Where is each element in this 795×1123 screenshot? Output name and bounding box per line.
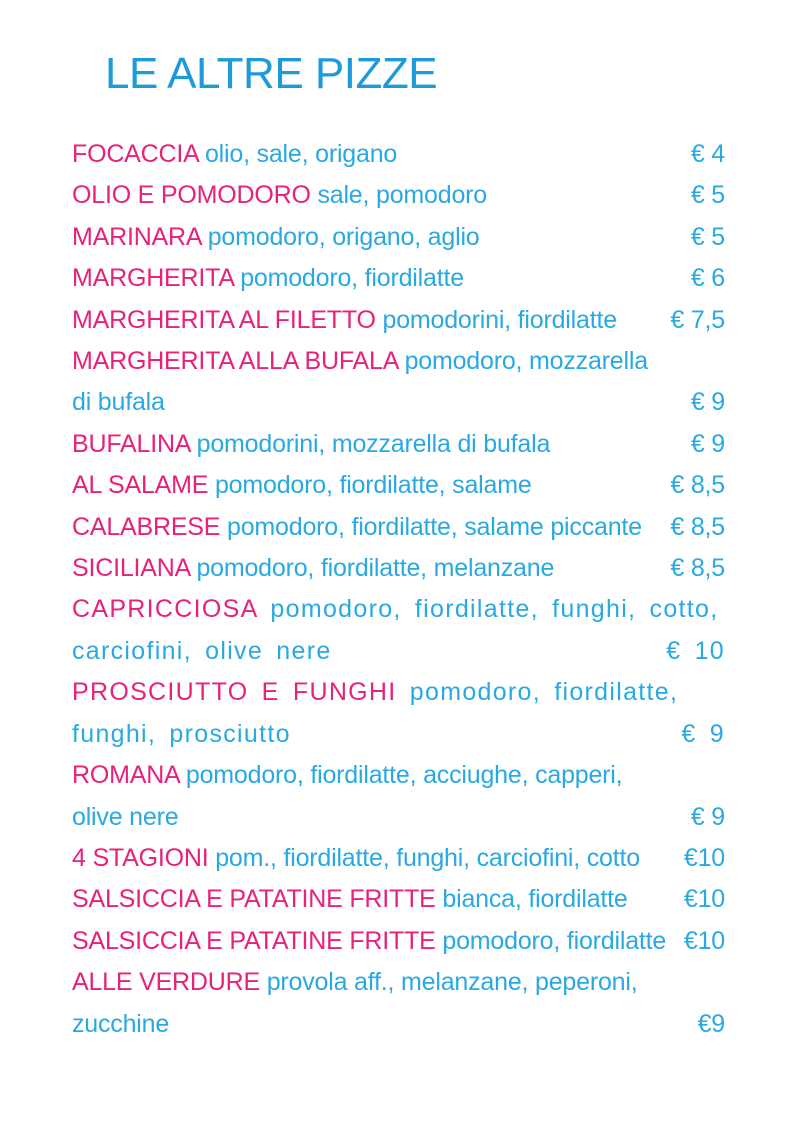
- item-description: olio, sale, origano: [198, 140, 398, 168]
- item-price: € 9: [690, 429, 725, 458]
- item-description: sale, pomodoro: [310, 181, 487, 210]
- item-description: pomodoro, fiordilatte, funghi, cotto,: [257, 595, 719, 624]
- menu-item: [72, 300, 725, 341]
- menu-item: [72, 921, 725, 962]
- item-description: pom., fiordilatte, funghi, carciofini, cotto: [208, 843, 640, 872]
- item-price: € 8,5: [670, 554, 725, 583]
- menu-item-line: [72, 258, 725, 299]
- menu-item-line-continued: [72, 714, 725, 755]
- menu-item-line: [72, 300, 725, 341]
- menu-item: [72, 879, 725, 920]
- menu-item: [72, 258, 725, 299]
- menu-item-line: [72, 879, 725, 920]
- item-name: AL SALAME: [72, 471, 209, 500]
- item-description-continued: olive nere: [72, 802, 179, 831]
- menu-item-text: [72, 258, 464, 299]
- menu-item-text: [72, 507, 642, 548]
- item-description: pomodoro, fiordilatte: [435, 926, 667, 955]
- item-description-continued: di bufala: [72, 388, 165, 417]
- menu-item: [72, 962, 725, 1045]
- item-name: OLIO E POMODORO: [72, 181, 311, 210]
- item-price: €10: [683, 926, 725, 955]
- menu-item-text: [72, 217, 480, 258]
- menu-item: [72, 672, 725, 755]
- menu-item-line-continued: [72, 1004, 725, 1045]
- menu-item-text: [72, 382, 165, 423]
- menu-item-text: [72, 300, 617, 341]
- item-price: € 10: [666, 636, 725, 665]
- menu-item-text: [72, 921, 666, 962]
- item-name: BUFALINA: [72, 429, 190, 458]
- item-description: pomodorini, mozzarella di bufala: [189, 429, 551, 458]
- item-name: 4 STAGIONI: [72, 843, 209, 872]
- item-name: MARGHERITA ALLA BUFALA: [72, 347, 398, 376]
- item-price: € 8,5: [670, 512, 725, 541]
- item-name: ROMANA: [72, 761, 180, 790]
- item-price: € 6: [690, 264, 725, 293]
- menu-item: [72, 341, 725, 424]
- menu-list: [72, 134, 725, 1045]
- item-name: CALABRESE: [72, 512, 221, 541]
- item-name: MARGHERITA: [72, 264, 234, 293]
- item-description: pomodorini, fiordilatte: [375, 305, 617, 334]
- menu-item-text: [72, 962, 637, 1003]
- menu-item-text: [72, 672, 678, 713]
- item-description: pomodoro, origano, aglio: [200, 222, 480, 251]
- menu-item-text: [72, 134, 397, 175]
- menu-item-line-continued: [72, 382, 725, 423]
- item-description: pomodoro, fiordilatte: [233, 264, 464, 293]
- menu-item-line: [72, 134, 725, 175]
- item-price: € 9: [681, 719, 725, 748]
- menu-item-text: [72, 341, 648, 382]
- item-price: € 8,5: [670, 471, 725, 500]
- item-price: € 5: [690, 181, 725, 210]
- item-name: SALSICCIA E PATATINE FRITTE: [72, 926, 436, 955]
- item-name: MARGHERITA AL FILETTO: [72, 305, 376, 334]
- menu-item: [72, 175, 725, 216]
- item-name: SALSICCIA E PATATINE FRITTE: [72, 885, 436, 914]
- item-price: € 9: [690, 802, 725, 831]
- item-price: €10: [683, 885, 725, 914]
- menu-item: [72, 217, 725, 258]
- item-description: provola aff., melanzane, peperoni,: [259, 968, 638, 997]
- menu-item-line: [72, 838, 725, 879]
- item-price: € 7,5: [670, 305, 725, 334]
- menu-item: [72, 755, 725, 838]
- item-description: pomodoro, fiordilatte, salame piccante: [220, 512, 642, 541]
- item-name: CAPRICCIOSA: [72, 595, 258, 624]
- item-description: pomodoro, fiordilatte, salame: [208, 471, 532, 500]
- menu-item-line: [72, 548, 725, 589]
- menu-item-line: [72, 465, 725, 506]
- menu-item-text: [72, 755, 622, 796]
- menu-item-line: [72, 217, 725, 258]
- item-price: € 4: [690, 140, 725, 168]
- menu-item-line-continued: [72, 631, 725, 672]
- menu-item-text: [72, 548, 554, 589]
- item-description: bianca, fiordilatte: [435, 885, 628, 914]
- menu-item-line: [72, 424, 725, 465]
- menu-item-text: [72, 838, 640, 879]
- item-description: pomodoro, mozzarella: [397, 347, 648, 376]
- menu-item-text: [72, 879, 628, 920]
- menu-item: [72, 465, 725, 506]
- menu-item: [72, 548, 725, 589]
- menu-item: [72, 589, 725, 672]
- menu-item-line: [72, 921, 725, 962]
- menu-item-text: [72, 465, 532, 506]
- item-description-continued: funghi, prosciutto: [72, 719, 291, 748]
- menu-item-line: [72, 962, 725, 1003]
- item-name: FOCACCIA: [72, 140, 199, 168]
- menu-item-text: [72, 175, 487, 216]
- item-price: € 9: [690, 388, 725, 417]
- menu-item-text: [72, 797, 178, 838]
- item-price: € 5: [690, 222, 725, 251]
- item-description-continued: carciofini, olive nere: [72, 636, 332, 665]
- menu-item-line: [72, 507, 725, 548]
- menu-item: [72, 134, 725, 175]
- item-name: MARINARA: [72, 222, 201, 251]
- menu-item-text: [72, 424, 550, 465]
- item-description-continued: zucchine: [72, 1009, 170, 1038]
- menu-item: [72, 507, 725, 548]
- menu-item-text: [72, 714, 291, 755]
- item-price: €9: [697, 1009, 725, 1038]
- menu-item-line: [72, 589, 725, 630]
- item-name: ALLE VERDURE: [72, 968, 260, 997]
- menu-item-text: [72, 1004, 169, 1045]
- item-name: PROSCIUTTO E FUNGHI: [72, 678, 397, 707]
- menu-item-line-continued: [72, 797, 725, 838]
- menu-item-text: [72, 631, 332, 672]
- menu-item-text: [72, 589, 719, 630]
- item-description: pomodoro, fiordilatte,: [396, 678, 679, 707]
- menu-item-line: [72, 341, 725, 382]
- menu-item-line: [72, 175, 725, 216]
- item-description: pomodoro, fiordilatte, acciughe, capperi,: [179, 761, 623, 790]
- item-description: pomodoro, fiordilatte, melanzane: [189, 554, 555, 583]
- menu-item-line: [72, 755, 725, 796]
- menu-item: [72, 838, 725, 879]
- menu-item: [72, 424, 725, 465]
- item-price: €10: [683, 843, 725, 872]
- item-name: SICILIANA: [72, 554, 190, 583]
- menu-item-line: [72, 672, 725, 713]
- page-title: LE ALTRE PIZZE: [105, 49, 438, 98]
